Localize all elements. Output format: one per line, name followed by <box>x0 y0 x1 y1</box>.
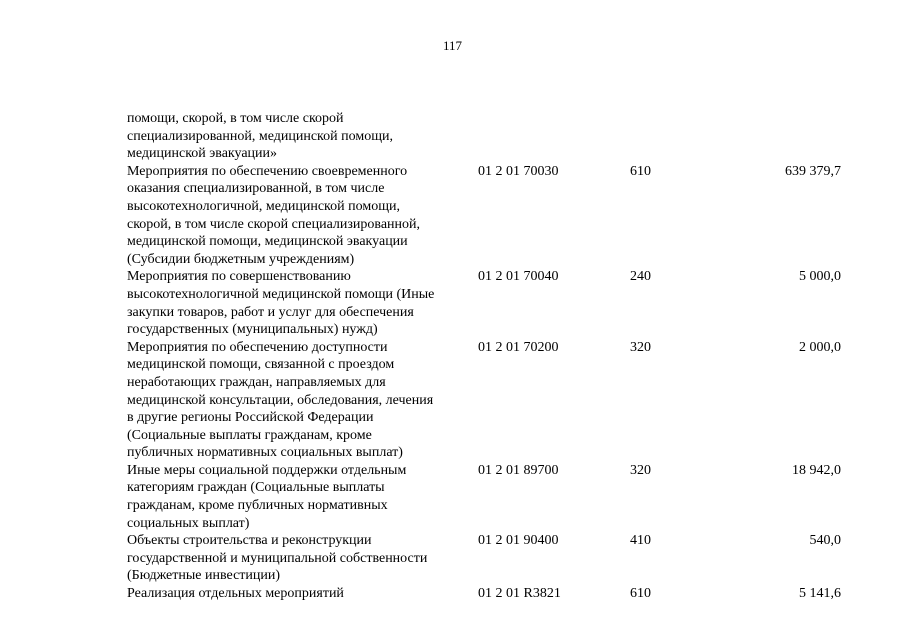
row-sum: 2 000,0 <box>799 339 841 355</box>
row-description: Мероприятия по обеспечению доступности медицинской помощи, связанной с проездом неработающих граждан, направляемых для медицинской консультации, обследования, лечения в другие регионы Российской Федерации (Социальные выплаты гражданам, кроме публичных нормативных социальных выплат) <box>127 339 434 461</box>
row-description: помощи, скорой, в том числе скорой специализированной, медицинской помощи, медицинской эвакуации» <box>127 111 393 162</box>
row-sum: 5 000,0 <box>799 269 841 285</box>
budget-table <box>127 110 847 603</box>
row-code: 01 2 01 R3821 <box>478 586 561 602</box>
row-kind: 610 <box>630 586 651 602</box>
row-kind: 320 <box>630 462 651 478</box>
row-description: Объекты строительства и реконструкции государственной и муниципальной собственности (Бюджетные инвестиции) <box>127 533 428 584</box>
row-code: 01 2 01 90400 <box>478 533 559 549</box>
table-row <box>127 532 847 585</box>
row-code: 01 2 01 70040 <box>478 269 559 285</box>
row-description: Мероприятия по совершенствованию высокотехнологичной медицинской помощи (Иные закупки товаров, работ и услуг для обеспечения государственных (муниципальных) нужд) <box>127 269 435 338</box>
row-code: 01 2 01 70200 <box>478 339 559 355</box>
row-code: 01 2 01 89700 <box>478 462 559 478</box>
row-description: Иные меры социальной поддержки отдельным категориям граждан (Социальные выплаты гражданам, кроме публичных нормативных социальных выплат) <box>127 462 407 531</box>
row-kind: 320 <box>630 339 651 355</box>
row-kind: 240 <box>630 269 651 285</box>
table-row <box>127 339 847 462</box>
table-row <box>127 268 847 338</box>
row-kind: 610 <box>630 163 651 179</box>
table-row <box>127 110 847 163</box>
row-sum: 18 942,0 <box>792 462 841 478</box>
row-code: 01 2 01 70030 <box>478 163 559 179</box>
page-number: 117 <box>442 38 463 53</box>
table-row <box>127 462 847 532</box>
row-sum: 540,0 <box>809 533 841 549</box>
row-description: Реализация отдельных мероприятий <box>127 586 344 602</box>
row-kind: 410 <box>630 533 651 549</box>
row-sum: 5 141,6 <box>799 586 841 602</box>
table-row <box>127 163 847 269</box>
row-description: Мероприятия по обеспечению своевременного оказания специализированной, в том числе высокотехнологичной, медицинской помощи, скорой, в том числе скорой специализированной, медицинской помощи, медицинской эвакуации (Субсидии бюджетным учреждениям) <box>127 163 421 267</box>
table-row <box>127 585 847 603</box>
row-sum: 639 379,7 <box>785 163 841 179</box>
